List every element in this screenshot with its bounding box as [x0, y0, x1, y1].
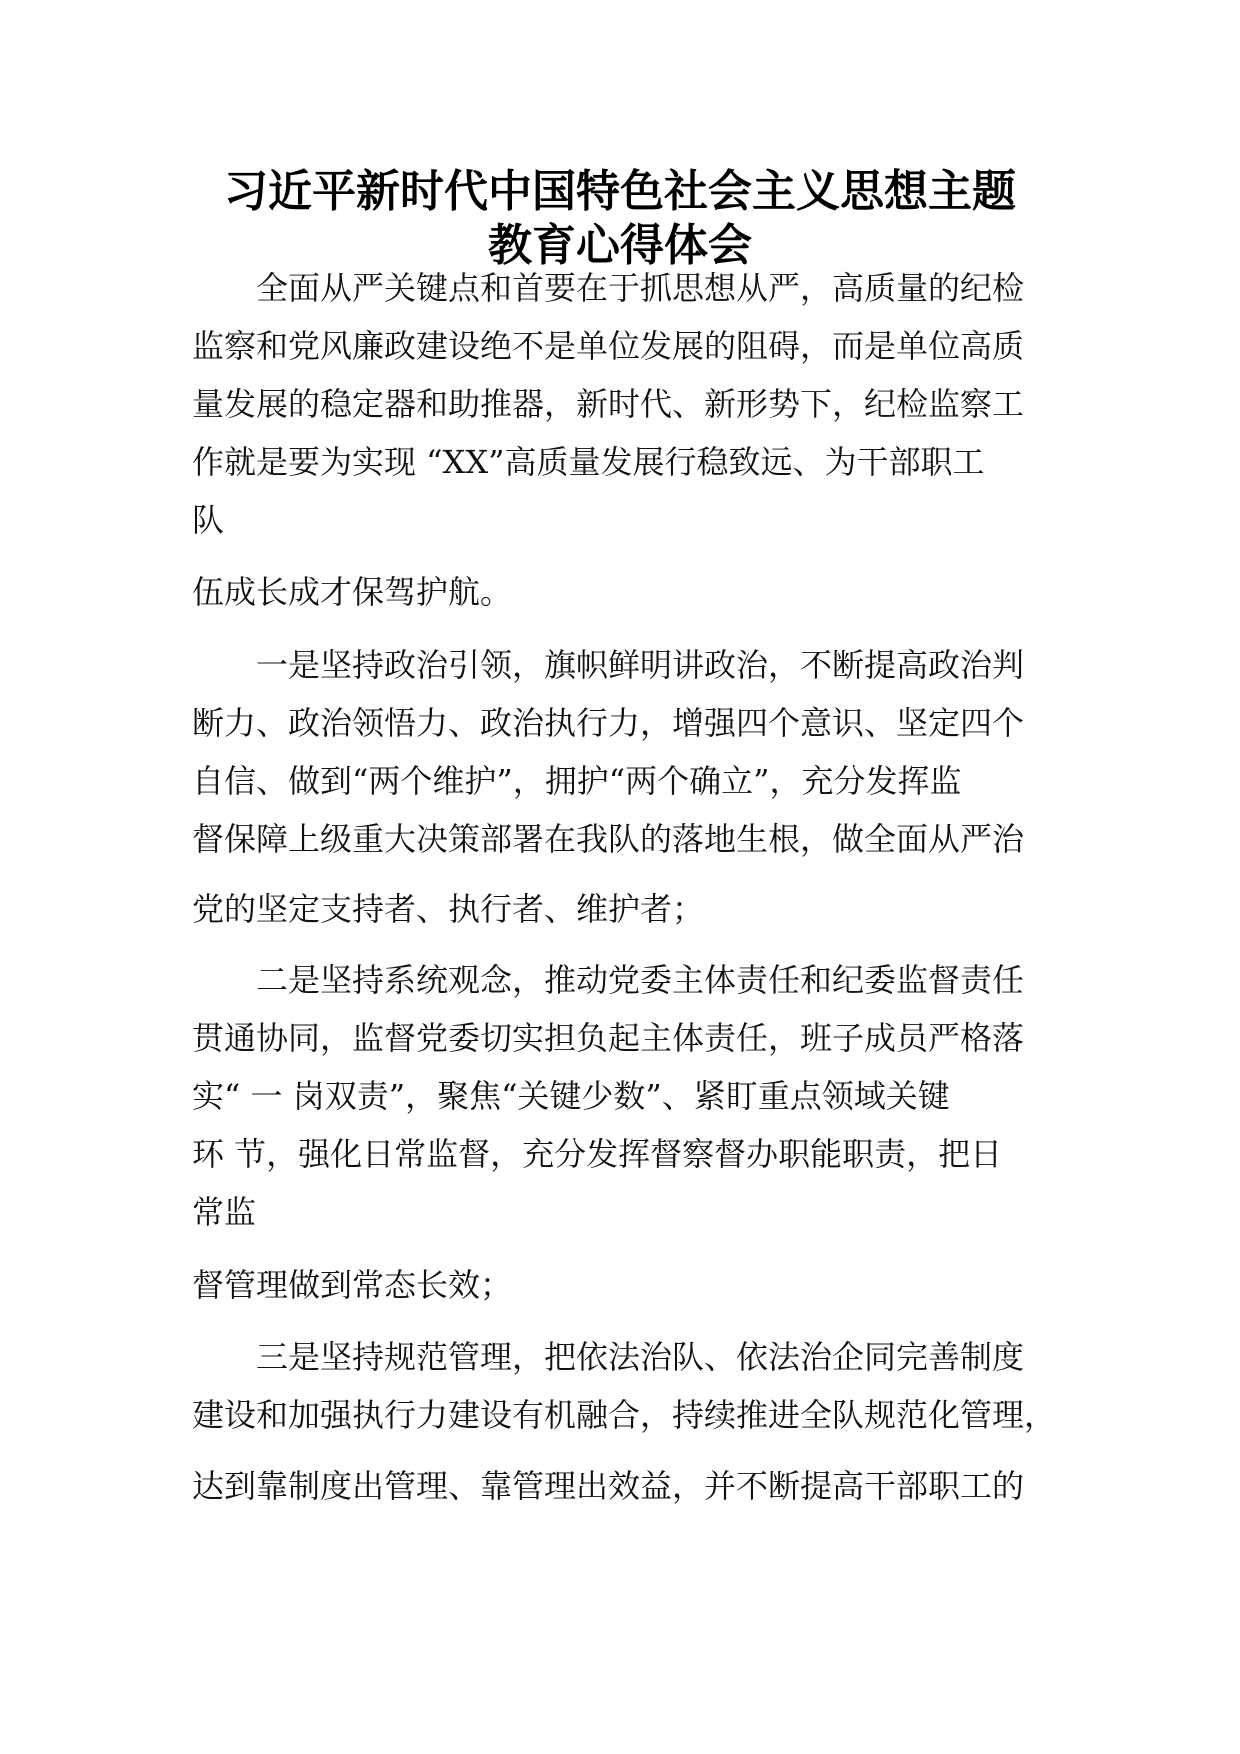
- body-line: 一是坚持政治引领，旗帜鲜明讲政治，不断提高政治判: [256, 646, 1025, 684]
- body-line: 三是坚持规范管理，把依法治队、依法治企同完善制度: [256, 1338, 1025, 1376]
- body-line: 党的坚定支持者、执行者、维护者；: [192, 890, 705, 928]
- body-line: 监察和党风廉政建设绝不是单位发展的阻碍，而是单位高质: [192, 327, 1025, 365]
- document-body: [192, 0, 1072, 1754]
- body-line: 自信、做到“两个维护”，拥护“两个确立”，充分发挥监: [192, 762, 962, 800]
- body-line: 作就是要为实现 “XX”高质量发展行稳致远、为干部职工: [192, 443, 985, 481]
- body-line: 达到靠制度出管理、靠管理出效益，并不断提高干部职工的: [192, 1467, 1025, 1505]
- body-line: 断力、政治领悟力、政治执行力，增强四个意识、坚定四个: [192, 704, 1025, 742]
- body-line: 建设和加强执行力建设有机融合，持续推进全队规范化管理，: [192, 1396, 1057, 1434]
- body-line: 全面从严关键点和首要在于抓思想从严，高质量的纪检: [256, 269, 1025, 307]
- title-line-1: 习近平新时代中国特色社会主义思想主题: [224, 166, 1016, 217]
- body-line: 督管理做到常态长效；: [192, 1266, 513, 1304]
- body-line: 二是坚持系统观念，推动党委主体责任和纪委监督责任: [256, 961, 1025, 999]
- body-line: 常监: [192, 1193, 257, 1231]
- body-line: 量发展的稳定器和助推器，新时代、新形势下，纪检监察工: [192, 385, 1025, 423]
- body-line: 伍成长成才保驾护航。: [192, 573, 513, 611]
- body-line: 督保障上级重大决策部署在我队的落地生根，做全面从严治: [192, 820, 1025, 858]
- body-line: 队: [192, 501, 225, 539]
- body-line: 实“ 一 岗双责”，聚焦“关键少数”、紧盯重点领域关键: [192, 1077, 950, 1115]
- title-line-2: 教育心得体会: [488, 220, 752, 271]
- body-line: 贯通协同，监督党委切实担负起主体责任，班子成员严格落: [192, 1019, 1025, 1057]
- body-line: 环 节，强化日常监督，充分发挥督察督办职能职责，把日: [192, 1135, 1003, 1173]
